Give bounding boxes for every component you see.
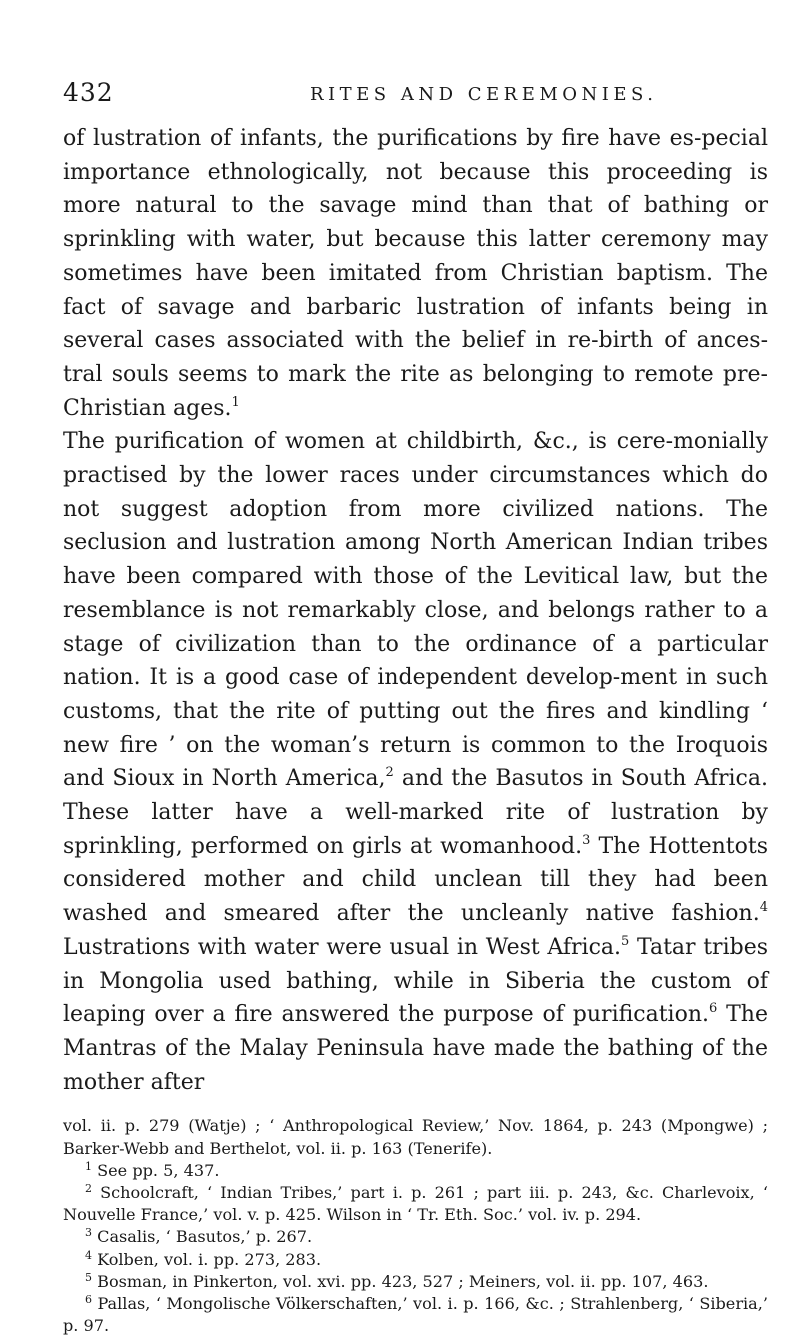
footnotes	[63, 1115, 768, 1337]
footnote-ref: 6	[709, 1001, 718, 1017]
footnote-ref: 1	[231, 394, 240, 410]
paragraph-text: of lustration of infants, the purifications by fire have es-pecial importance ethnologically, not because this proceeding is more natural to the savage mind than that of bathing or sprinkling with water, but because this latter ceremony may sometimes have been imitated from Christian baptism. The fact of savage and barbaric lustration of infants being in several cases associated with the belief in re-birth of ances-tral souls seems to mark the rite as belonging to remote pre-Christian ages.	[63, 126, 768, 421]
footnote-text: Casalis, ‘ Basutos,’ p. 267.	[97, 1227, 313, 1247]
paragraph-text: and the Basutos in South Africa. These latter have a well-marked rite of lustration by sprinkling, performed on girls at womanhood.	[63, 766, 768, 859]
paragraph-text: The Hottentots considered mother and child unclean till they had been washed and smeared after the uncleanly native fashion.	[63, 833, 768, 927]
footnote-continuation: vol. ii. p. 279 (Watje) ; ‘ Anthropological Review,’ Nov. 1864, p. 243 (Mpongwe) ; Barker-Webb and Berthelot, vol. ii. p. 163 (Tenerife).	[63, 1116, 768, 1158]
footnote-text: Schoolcraft, ‘ Indian Tribes,’ part i. p. 261 ; part iii. p. 243, &c. Charlevoix, ‘ Nouvelle France,’ vol. v. p. 425. Wilson in ‘ Tr. Eth. Soc.’ vol. iv. p. 294.	[63, 1183, 768, 1225]
footnote	[63, 1293, 768, 1337]
footnote-text: Bosman, in Pinkerton, vol. xvi. pp. 423, 527 ; Meiners, vol. ii. pp. 107, 463.	[97, 1271, 709, 1291]
footnote-ref: 2	[385, 765, 394, 781]
footnote-text: Pallas, ‘ Mongolische Völkerschaften,’ vol. i. p. 166, &c. ; Strahlenberg, ‘ Siberia,’ p. 97.	[63, 1294, 768, 1336]
footnote-ref: 3	[582, 832, 591, 848]
footnote	[63, 1271, 768, 1293]
footnote	[63, 1226, 768, 1248]
paragraph-text: Tatar tribes in Mongolia used bathing, while in Siberia the custom of leaping over a fire answered the purpose of purification.	[63, 934, 769, 1028]
paragraph-purification-women	[63, 425, 768, 1099]
paragraph-lustration-infants	[63, 122, 768, 425]
book-page	[63, 0, 768, 1337]
paragraph-text: Lustrations with water were usual in West Africa.	[63, 934, 622, 960]
footnote-ref: 5	[621, 933, 630, 949]
paragraph-text: The purification of women at childbirth, &c., is cere-monially practised by the lower races under circumstances which do not suggest adoption from more civilized nations. The seclusion and lustration among North American Indian tribes have been compared with those of the Levitical law, but the resemblance is not remarkably close, and belongs rather to a stage of civilization than to the ordinance of a particular nation. It is a good case of independent develop-ment in such customs, that the rite of putting out the fires and kindling ‘ new fire ’ on the woman’s return is common to the Iroquois and Sioux in North America,	[63, 429, 768, 792]
footnote	[63, 1160, 768, 1182]
page-number: 432	[63, 78, 114, 107]
footnote-number: 3	[85, 1226, 92, 1240]
footnote-text: See pp. 5, 437.	[97, 1160, 220, 1180]
footnote-number: 4	[85, 1248, 92, 1262]
footnote-number: 1	[85, 1159, 92, 1173]
footnote-ref: 4	[759, 900, 768, 916]
footnote	[63, 1182, 768, 1226]
footnote	[63, 1249, 768, 1271]
footnote-number: 5	[85, 1270, 92, 1284]
page-header	[63, 0, 768, 122]
footnote-number: 2	[85, 1182, 92, 1195]
main-text	[63, 122, 768, 1099]
footnote-text: Kolben, vol. i. pp. 273, 283.	[97, 1249, 322, 1269]
paragraph-text: The Mantras of the Malay Peninsula have made the bathing of the mother after	[63, 1002, 768, 1095]
footnote-number: 6	[85, 1293, 92, 1307]
running-title: RITES AND CEREMONIES.	[310, 84, 658, 105]
